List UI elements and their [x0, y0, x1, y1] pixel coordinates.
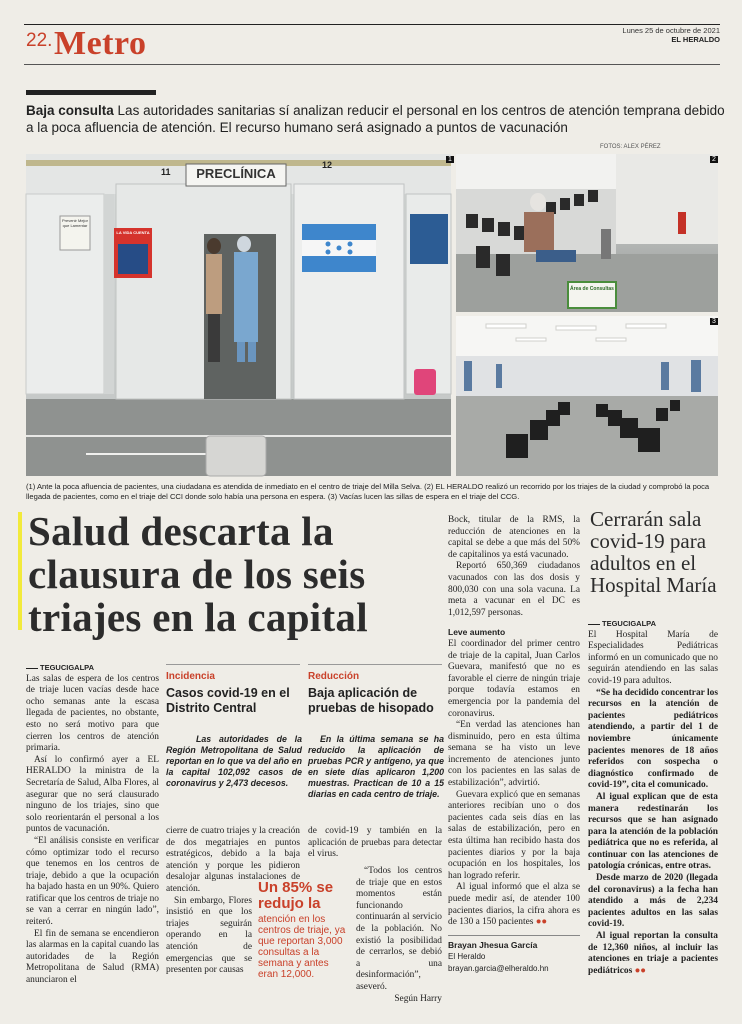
side-paragraph: El Hospital María de Especialidades Pediátricas informó en un comunicado que no seguirán atendiendo en las salas covid-19 para adultos. — [588, 629, 718, 686]
byline-rule — [448, 935, 580, 936]
booth-sign-12: 12 — [322, 160, 333, 170]
box-rule — [308, 664, 442, 665]
newspaper-brand: EL HERALDO — [671, 35, 720, 44]
end-mark: ●● — [535, 917, 548, 928]
subhead-leve-aumento: Leve aumento — [448, 627, 506, 638]
article-paragraph: cierre de cuatro triajes y la creación de dos megatriajes en puntos estratégicos, debido a la baja atención y porque les pidieron desalojar algunas instalaciones de atención. — [166, 826, 300, 894]
side-story-body — [588, 618, 718, 977]
photo-ccg-empty-chairs — [456, 316, 718, 476]
box-rule — [166, 664, 300, 665]
article-paragraph: Bock, titular de la RMS, la reducción de atenciones en la capital se debe a que más del 50% de capitalinos ya está vacunado. — [448, 515, 580, 560]
byline-email[interactable]: brayan.garcia@elheraldo.hn — [448, 963, 549, 973]
side-paragraph: Desde marzo de 2020 (llegada del coronavirus) a la fecha han atendido a más de 2,234 pacientes adultos en las salas covid-19. — [588, 873, 718, 930]
page-number: 22. — [26, 30, 53, 51]
photo-number-1: 1 — [448, 156, 452, 163]
article-paragraph: El coordinador del primer centro de triaje de la capital, Juan Carlos Guevara, manifestó que no es favorable el cierre de ningún triaje porque todavía estamos en emergencia por la pandemia del coronavirus. — [448, 638, 580, 719]
byline-name: Brayan Jhesua García — [448, 939, 538, 950]
incidence-title: Casos covid-19 en el Distrito Central — [166, 686, 290, 715]
incidence-text: Las autoridades de la Región Metropolitana de Salud reportan en lo que va del año en la capital 102,092 casos de coronavirus y 2,473 decesos. — [166, 734, 302, 788]
lead-label: Baja consulta — [26, 103, 114, 118]
article-paragraph: “En verdad las atenciones han disminuido, pero en esta última semana se ha visto un leve incremento de atenciones junto con los pacientes en las salas de estabilización”, advirtió. — [448, 720, 580, 789]
section-title: Metro — [54, 25, 147, 62]
article-paragraph: Al igual informó que el alza se puede medir así, de atender 100 pacientes diarios, la cifra ahora es de 130 a 150 pacientes ●● — [448, 882, 580, 928]
article-paragraph: Las salas de espera de los centros de triaje lucen vacías desde hace ocho semanas ante la escasa llegada de pacientes, no obstante, esto no será motivo para que cierren los centros de atención primaria. — [26, 673, 159, 754]
preclinic-sign: PRECLÍNICA — [196, 166, 276, 181]
photo-number-3: 3 — [712, 318, 716, 325]
poster-vida-cuenta: LA VIDA CUENTA — [116, 230, 150, 235]
article-paragraph: “El análisis consiste en verificar cómo optimizar todo el recurso que tenemos en los centros de triaje, debido a que la ocupación ha bajado hasta en un 90%. Quiero ratificar que los centros de triaje no se van a cerrar en ningún lado”, reiteró. — [26, 835, 159, 928]
dateline: TEGUCIGALPA — [26, 662, 159, 674]
article-column-4 — [448, 515, 580, 975]
article-paragraph: Reportó 650,369 ciudadanos vacunados con las dos dosis y 800,030 con una sola vacuna. La meta a vacunar en el DC es 1,012,597 personas. — [448, 561, 580, 618]
lead-bar — [26, 90, 156, 95]
poster-prevenir: Prevenir Mejor que Lamentar — [61, 218, 88, 228]
reduction-text: En la última semana se ha reducido la aplicación de pruebas PCR y antígeno, ya que en siete días aplicaron 1,200 muestras. Practican de 10 a 15 diarias en cada centro de triaje. — [308, 734, 444, 799]
pull-quote-text: atención en los centros de triaje, ya que reportan 3,000 consultas a la semana y antes eran 12,000. — [258, 914, 346, 980]
side-paragraph: Al igual reportan la consulta de 12,360 niños, al incluir las atenciones en triaje a pacientes pediátricos ●● — [588, 931, 718, 976]
pull-quote-lead: Un 85% se redujo la — [258, 879, 334, 912]
side-paragraph: Al igual explican que de esta manera redestinarán los recursos que se han asignado para la atención de la población pediátrica que no es referida, al continuar con las atenciones de patología crónicas, entre otras. — [588, 791, 718, 872]
byline-outlet: El Heraldo — [448, 952, 486, 962]
article-paragraph: Sin embargo, Flores insistió en que los triajes seguirán operando en la atención de emergencias que se presenten por causas — [166, 895, 252, 976]
article-column-1 — [26, 662, 159, 987]
pull-quote — [258, 880, 350, 980]
article-column-3b — [356, 866, 442, 1005]
article-paragraph: El fin de semana se encendieron las alarmas en la capital cuando las autoridades de la Región Metropolitana de Salud (RMA) anunciaron el — [26, 928, 159, 986]
reduction-title: Baja aplicación de pruebas de hisopado — [308, 686, 434, 715]
photo-triage-preclinic — [26, 154, 451, 476]
side-story-headline: Cerrarán sala covid-19 para adultos en el Hospital María — [590, 507, 717, 597]
article-headline: Salud descarta la clausura de los seis triajes en la capital — [28, 508, 368, 640]
article-paragraph: Guevara explicó que en semanas anteriores recibían uno o dos pacientes cada seis días en las salas de estabilización, pero en esta última han recibido hasta dos pacientes diarios y por la baja ocupación en los hospitales, los han logrado referir. — [448, 789, 580, 881]
issue-date: Lunes 25 de octubre de 2021 — [622, 26, 720, 35]
photo-cci-waiting-room — [456, 154, 718, 312]
photo-caption: (1) Ante la poca afluencia de pacientes, una ciudadana es atendida de inmediato en el centro de triaje del Milla Selva. (2) EL HERALDO realizó un recorrido por los triajes de la ciudad y comprobó la poca llegada de pacientes, como en el triaje del CCI donde solo había una persona en espera. (3) Vacías lucen las sillas de espera en el triaje del CCG. — [26, 482, 710, 501]
article-paragraph: de covid-19 y también en la aplicación de pruebas para detectar el virus. — [308, 826, 442, 860]
lead-text: Las autoridades sanitarias sí analizan reducir el personal en los centros de atención temprana debido a la poca afluencia de atención. El recurso humano será asignado a puntos de vacunación — [26, 103, 725, 135]
article-column-3 — [308, 826, 442, 861]
article-paragraph: Según Harry — [394, 993, 442, 1004]
lead-summary — [26, 102, 726, 136]
side-dateline: TEGUCIGALPA — [588, 618, 718, 630]
header-bottom-rule — [24, 64, 720, 65]
booth-sign-11: 11 — [161, 167, 171, 177]
consult-area-sign: Área de Consultas — [570, 286, 614, 292]
article-paragraph: “Todos los centros de triaje que en estos momentos están funcionando continuarán al servicio de la población. No existió la posibilidad de cerrarlos, se debió a una desinformación”, aseveró. — [356, 866, 442, 992]
article-paragraph: Así lo confirmó ayer a EL HERALDO la ministra de la Secretaría de Salud, Alba Flores, al asegurar que no será clausurado ninguno de los triajes, sino que solo reorientarán el personal a los puntos de vacunación. — [26, 754, 159, 835]
reduction-kicker: Reducción — [308, 671, 360, 682]
side-paragraph: “Se ha decidido concentrar los recursos en la atención de pacientes pediátricos atendiendo, a partir del 1 de noviembre únicamente pacientes menores de 18 años referidos con sospecha o diagnóstico confirmado de covid-19”, cita el comunicado. — [588, 687, 718, 791]
photo-credit: FOTOS: ALEX PÉREZ — [600, 144, 661, 150]
photo-number-2: 2 — [712, 156, 716, 163]
incidence-kicker: Incidencia — [166, 671, 215, 682]
side-end-mark: ●● — [634, 965, 646, 976]
highlighter-mark — [18, 512, 22, 630]
